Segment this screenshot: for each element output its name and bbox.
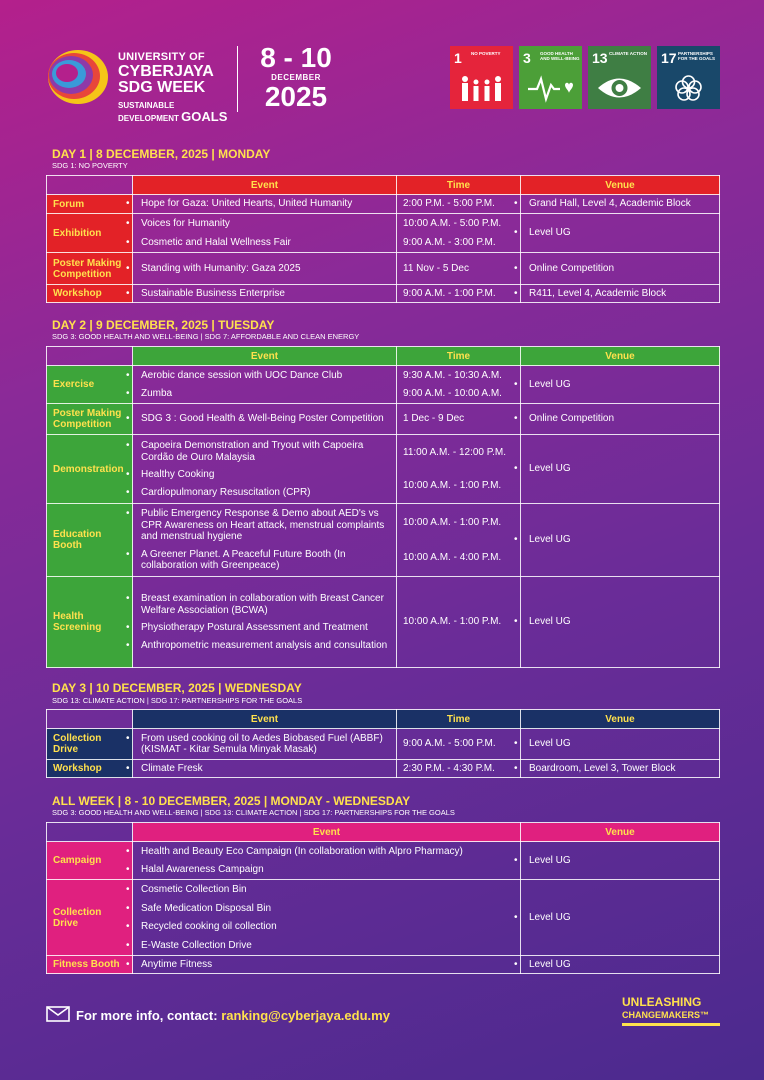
event-time: 10:00 A.M. - 5:00 P.M. <box>403 218 502 229</box>
sdg-number: 3 <box>523 50 531 66</box>
table-row <box>47 195 720 214</box>
table-header-event: Event <box>133 710 397 729</box>
table-header-event: Event <box>133 823 521 842</box>
event-item: • Standing with Humanity: Gaza 2025 <box>139 263 390 275</box>
event-venue: • Online Competition <box>527 263 713 275</box>
tagline-line2: CHANGEMAKERS™ <box>622 1010 710 1020</box>
sdg-tile-1 <box>450 46 513 109</box>
event-venue: • Level UG <box>527 616 713 628</box>
event-time: 9:00 A.M. - 3:00 P.M. <box>403 236 496 248</box>
event-venue: • Boardroom, Level 3, Tower Block <box>527 763 713 775</box>
event-item: • E-Waste Collection Drive <box>139 940 514 952</box>
event-time: 10:00 A.M. - 4:00 P.M. <box>403 552 502 563</box>
table-row <box>47 504 720 577</box>
row-category: Campaign <box>47 842 133 880</box>
event-venue: • Level UG <box>527 463 713 475</box>
tagline-line1: UNLEASHING <box>622 995 702 1009</box>
table-header-event: Event <box>133 176 397 195</box>
table-header-venue: Venue <box>521 823 720 842</box>
event-item: • Hope for Gaza: United Hearts, United Humanity <box>139 198 390 210</box>
event-time: 9:00 A.M. - 1:00 P.M. <box>397 285 521 303</box>
table-row <box>47 285 720 303</box>
table-header-event: Event <box>133 347 397 366</box>
row-category: Education Booth <box>47 504 133 577</box>
brand-goals: GOALS <box>181 109 228 125</box>
event-dates <box>254 44 338 111</box>
sdg-number: 13 <box>592 50 608 66</box>
event-venue: • Level UG <box>527 534 713 546</box>
event-time: 2:30 P.M. - 4:30 P.M. <box>397 760 521 778</box>
event-item: • Zumba <box>139 388 390 400</box>
table-row <box>47 760 720 778</box>
event-item: • Voices for Humanity <box>139 218 390 230</box>
brand-sdg-week: SDG WEEK <box>118 79 206 96</box>
table-header-time: Time <box>397 710 521 729</box>
row-category: Poster Making Competition <box>47 253 133 285</box>
event-time: 2:00 P.M. - 5:00 P.M. <box>397 195 521 214</box>
day1-subtitle: SDG 1: NO POVERTY <box>52 161 128 170</box>
sdg-tile-17 <box>657 46 720 109</box>
table-header-category <box>47 347 133 366</box>
event-item: • Public Emergency Response & Demo about AED's vs CPR Awareness on Heart attack, menstrual complaints and menstrual hygiene <box>139 508 390 543</box>
table-row <box>47 842 720 880</box>
tagline-underline <box>622 1023 720 1026</box>
event-item: • A Greener Planet. A Peaceful Future Booth (In collaboration with Greenpeace) <box>139 549 390 572</box>
table-header-row <box>47 823 720 842</box>
event-time: 1 Dec - 9 Dec <box>397 404 521 435</box>
day2-title: DAY 2 | 9 DECEMBER, 2025 | TUESDAY <box>52 318 275 332</box>
event-time: 10:00 A.M. - 1:00 P.M. <box>403 480 502 491</box>
day3-title: DAY 3 | 10 DECEMBER, 2025 | WEDNESDAY <box>52 681 302 695</box>
brand-cyberjaya: CYBERJAYA <box>118 63 214 80</box>
heartbeat-icon <box>527 73 574 103</box>
sdg-tiles <box>450 46 720 109</box>
row-category: Exhibition <box>47 214 133 253</box>
rings-icon <box>665 73 712 103</box>
brand-university: UNIVERSITY OF <box>118 51 205 63</box>
table-header-category <box>47 710 133 729</box>
day1-table <box>46 175 720 303</box>
sdg-tile-13 <box>588 46 651 109</box>
day1-title: DAY 1 | 8 DECEMBER, 2025 | MONDAY <box>52 147 271 161</box>
tagline <box>622 996 720 1026</box>
table-row <box>47 729 720 760</box>
table-row <box>47 435 720 504</box>
event-item: • Breast examination in collaboration with Breast Cancer Welfare Association (BCWA) <box>139 593 390 616</box>
event-item: • Physiotherapy Postural Assessment and Treatment <box>139 622 390 634</box>
sdg-name: NO POVERTY <box>471 51 501 56</box>
event-item: • Aerobic dance session with UOC Dance Club <box>139 370 390 382</box>
table-header-time: Time <box>397 347 521 366</box>
day3-subtitle: SDG 13: CLIMATE ACTION | SDG 17: PARTNERSHIPS FOR THE GOALS <box>52 696 303 705</box>
sdg-name: CLIMATE ACTION <box>609 51 647 56</box>
event-item: • Climate Fresk <box>139 763 390 775</box>
event-item: • SDG 3 : Good Health & Well-Being Poster Competition <box>139 413 390 425</box>
sdg-number: 1 <box>454 50 462 66</box>
sdg-number: 17 <box>661 50 677 66</box>
event-time: 9:30 A.M. - 10:30 A.M. <box>403 369 502 381</box>
event-venue: • Level UG <box>527 912 713 924</box>
table-row <box>47 214 720 253</box>
brand-sustainable: SUSTAINABLE <box>118 101 175 110</box>
event-venue: • R411, Level 4, Academic Block <box>527 288 713 300</box>
row-category: Fitness Booth <box>47 956 133 974</box>
event-venue: • Level UG <box>527 379 713 391</box>
allweek-title: ALL WEEK | 8 - 10 DECEMBER, 2025 | MONDAY - WEDNESDAY <box>52 794 411 808</box>
table-row <box>47 577 720 668</box>
row-category: Collection Drive <box>47 729 133 760</box>
table-row <box>47 253 720 285</box>
event-item: • Anthropometric measurement analysis and consultation <box>139 640 390 652</box>
mail-icon <box>46 1006 70 1022</box>
table-header-row <box>47 710 720 729</box>
table-header-venue: Venue <box>521 176 720 195</box>
row-category: Exercise <box>47 366 133 404</box>
brand-sdg-subtitle <box>118 102 227 124</box>
day2-subtitle: SDG 3: GOOD HEALTH AND WELL-BEING | SDG 7: AFFORDABLE AND CLEAN ENERGY <box>52 332 360 341</box>
event-item: • Capoeira Demonstration and Tryout with Capoeira Cordão de Ouro Malaysia <box>139 440 390 463</box>
contact-line <box>76 1008 390 1023</box>
event-item: • Healthy Cooking <box>139 469 390 481</box>
row-category: Poster Making Competition <box>47 404 133 435</box>
date-year: 2025 <box>264 81 328 112</box>
table-header-category <box>47 823 133 842</box>
date-range: 8 - 10 <box>260 42 332 73</box>
event-time: 11:00 A.M. - 12:00 P.M. <box>403 446 507 458</box>
event-venue: • Level UG <box>527 959 713 971</box>
eye-globe-icon <box>596 73 643 103</box>
table-header-venue: Venue <box>521 347 720 366</box>
event-time: 9:00 A.M. - 5:00 P.M. <box>397 729 521 760</box>
event-item: • Safe Medication Disposal Bin <box>139 903 514 915</box>
event-time: 9:00 A.M. - 10:00 A.M. <box>403 388 502 399</box>
allweek-subtitle: SDG 3: GOOD HEALTH AND WELL-BEING | SDG 13: CLIMATE ACTION | SDG 17: PARTNERSHIPS FOR THE GOALS <box>52 808 455 817</box>
table-header-venue: Venue <box>521 710 720 729</box>
event-item: • Sustainable Business Enterprise <box>139 288 390 300</box>
event-item: • From used cooking oil to Aedes Biobased Fuel (ABBF) (KISMAT - Kitar Semula Minyak Masak) <box>139 733 390 756</box>
event-venue: • Online Competition <box>527 413 713 425</box>
event-venue: • Level UG <box>527 227 713 239</box>
table-header-row <box>47 176 720 195</box>
event-time: 10:00 A.M. - 1:00 P.M. <box>403 516 502 528</box>
event-venue: • Level UG <box>527 855 713 867</box>
event-venue: • Grand Hall, Level 4, Academic Block <box>527 198 713 210</box>
event-item: • Recycled cooking oil collection <box>139 921 514 933</box>
brand-development: DEVELOPMENT <box>118 114 179 124</box>
date-month: DECEMBER <box>271 73 321 82</box>
sdg-name: GOOD HEALTH AND WELL-BEING <box>540 51 580 61</box>
event-time: 11 Nov - 5 Dec <box>397 253 521 285</box>
contact-email-link[interactable]: ranking@cyberjaya.edu.my <box>221 1008 390 1023</box>
event-venue: • Level UG <box>527 738 713 750</box>
row-category: Collection Drive <box>47 880 133 956</box>
header-divider <box>237 46 238 112</box>
event-item: • Anytime Fitness <box>139 959 514 971</box>
allweek-table <box>46 822 720 974</box>
uoc-logo-icon <box>44 46 110 108</box>
day2-table <box>46 346 720 668</box>
day3-table <box>46 709 720 778</box>
event-brand <box>118 52 227 124</box>
event-item: • Cosmetic Collection Bin <box>139 884 514 896</box>
event-item: • Cosmetic and Halal Wellness Fair <box>139 237 390 249</box>
event-item: • Halal Awareness Campaign <box>139 864 514 876</box>
table-header-category <box>47 176 133 195</box>
row-category: Workshop <box>47 760 133 778</box>
table-row <box>47 404 720 435</box>
sdg-name: PARTNERSHIPS FOR THE GOALS <box>678 51 715 61</box>
table-header-time: Time <box>397 176 521 195</box>
row-category: Forum <box>47 195 133 214</box>
table-row <box>47 366 720 404</box>
event-item: • Health and Beauty Eco Campaign (In collaboration with Alpro Pharmacy) <box>139 846 514 858</box>
table-row <box>47 956 720 974</box>
table-header-row <box>47 347 720 366</box>
row-category: Health Screening <box>47 577 133 668</box>
event-time: 10:00 A.M. - 1:00 P.M. <box>397 577 521 668</box>
people-icon <box>458 73 505 103</box>
table-row <box>47 880 720 956</box>
row-category: Workshop <box>47 285 133 303</box>
contact-label: For more info, contact: <box>76 1008 218 1023</box>
sdg-tile-3 <box>519 46 582 109</box>
event-item: • Cardiopulmonary Resuscitation (CPR) <box>139 487 390 499</box>
row-category: Demonstration <box>47 435 133 504</box>
